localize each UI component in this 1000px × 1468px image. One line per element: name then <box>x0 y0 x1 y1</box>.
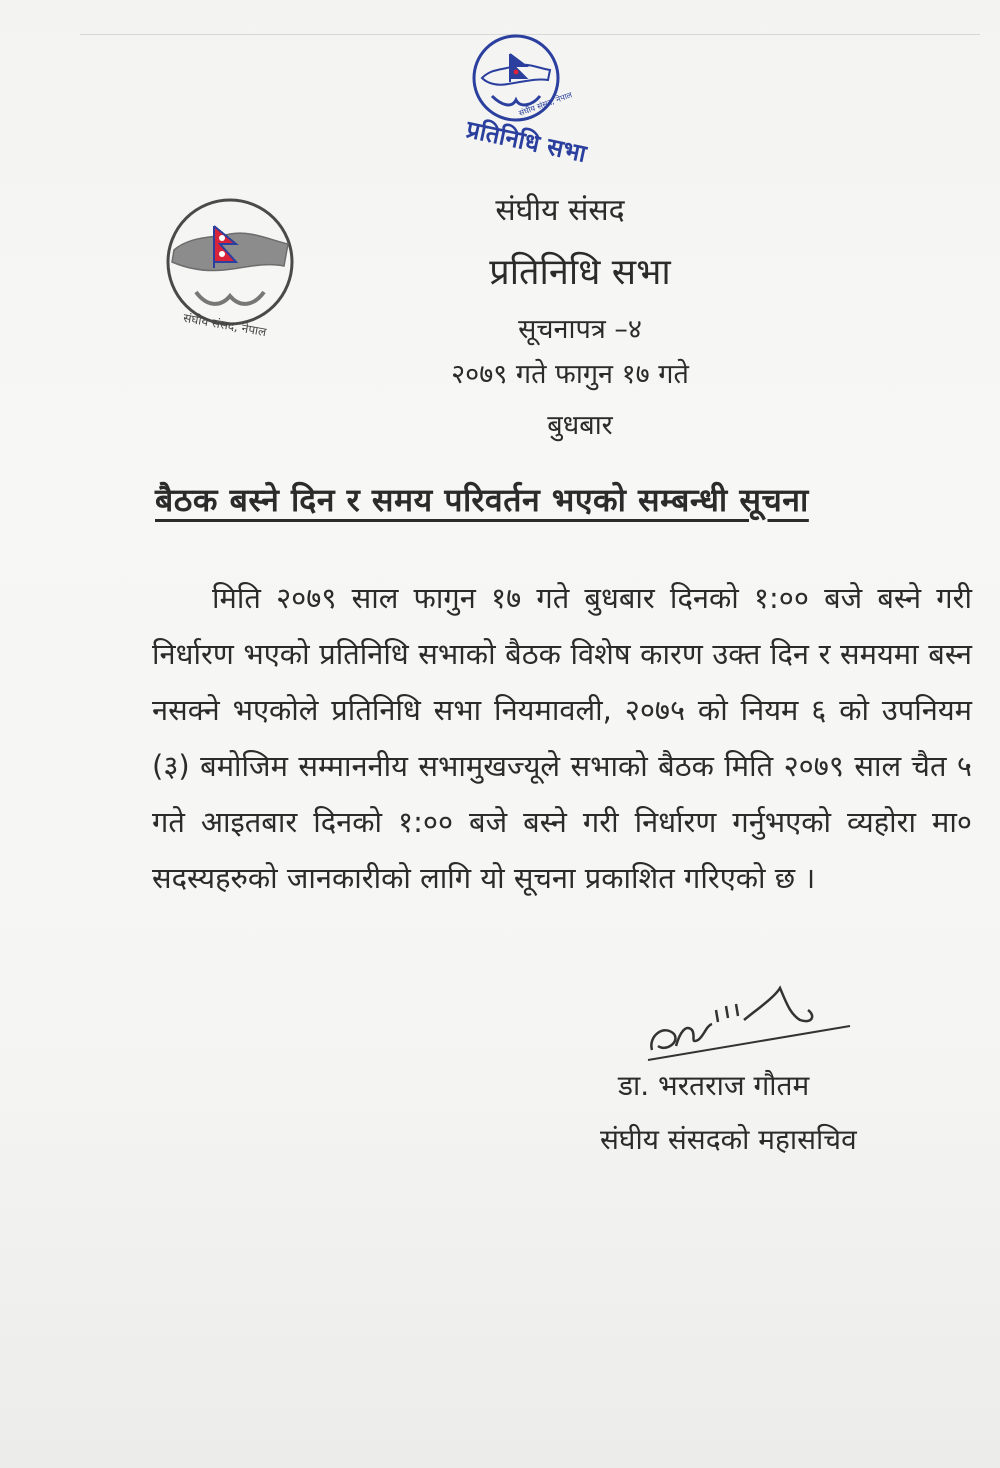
house-stamp <box>458 30 618 170</box>
notice-date: २०७९ गते फागुन १७ गते <box>451 359 689 390</box>
notice-number: सूचनापत्र –४ <box>518 314 642 345</box>
notice-subject: बैठक बस्ने दिन र समय परिवर्तन भएको सम्बन्धी सूचना <box>155 481 809 519</box>
stamp-inner-text: संघीय संसद, नेपाल <box>517 90 574 118</box>
notice-weekday: बुधबार <box>547 410 613 441</box>
signature <box>640 980 870 1070</box>
house-name: प्रतिनिधि सभा <box>489 252 671 293</box>
logo-text: संघीय संसद, नेपाल <box>182 310 268 340</box>
stamp-text: प्रतिनिधि सभा <box>463 115 589 168</box>
signatory-name: डा. भरतराज गौतम <box>618 1069 810 1102</box>
signatory-title: संघीय संसदको महासचिव <box>600 1123 857 1156</box>
notice-body: मिति २०७९ साल फागुन १७ गते बुधबार दिनको १:०० बजे बस्ने गरी निर्धारण भएको प्रतिनिधि सभाको बैठक विशेष कारण उक्त दिन र समयमा बस्न नसक्ने भएकोले प्रतिनिधि सभा नियमावली, २०७५ को नियम ६ को उपनियम (३) बमोजिम सम्माननीय सभामुखज्यूले सभाको बैठक मिति २०७९ साल चैत ५ गते आइतबार दिनको १:०० बजे बस्ने गरी निर्धारण गर्नुभएको व्यहोरा मा० सदस्यहरुको जानकारीको लागि यो सूचना प्रकाशित गरिएको छ । <box>152 581 972 895</box>
org-name: संघीय संसद <box>495 193 625 228</box>
